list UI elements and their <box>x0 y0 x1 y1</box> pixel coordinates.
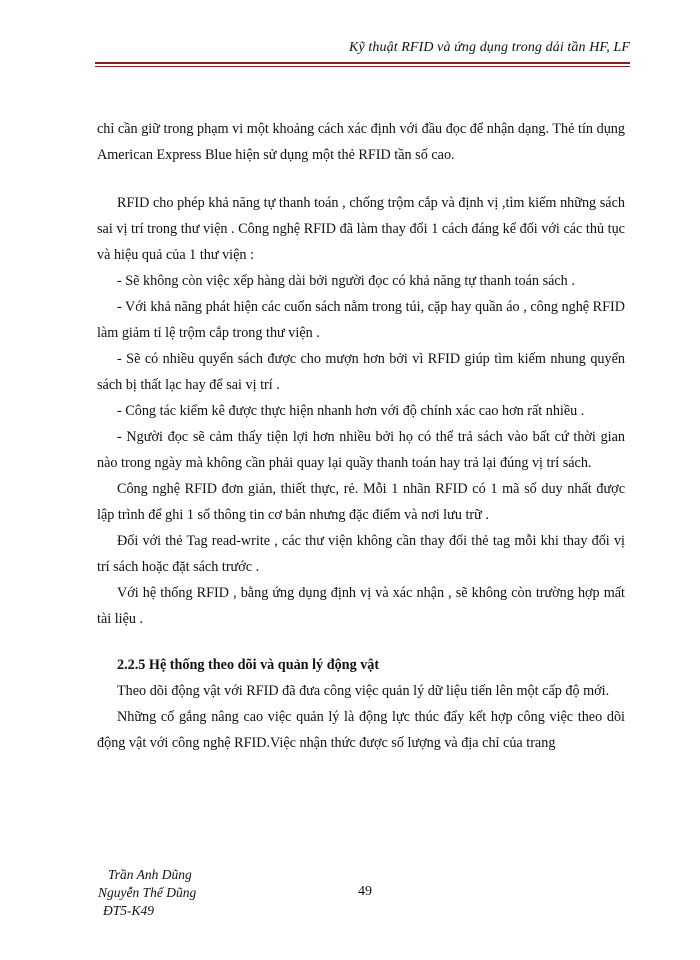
author-name: Trần Anh Dũng <box>108 867 192 882</box>
section-heading: 2.2.5 Hệ thống theo dõi và quản lý động vật <box>117 657 380 673</box>
paragraph: chỉ cần giữ trong phạm vi một khoảng cách xác định với đầu đọc để nhận dạng. Thẻ tín dụng American Express Blue hiện sử dụng một thẻ RFID tần số cao. <box>97 121 625 163</box>
header-divider <box>95 62 630 67</box>
bullet-item: - Người đọc sẽ cảm thấy tiện lợi hơn nhiều bởi họ có thể trả sách vào bất cứ thời gian nào trong ngày mà không cần phải quay lại quầy thanh toán hay trả lại đúng vị trí sách. <box>97 429 625 471</box>
page-body <box>97 116 625 756</box>
bullet-item: - Công tác kiểm kê được thực hiện nhanh hơn với độ chính xác cao hơn rất nhiều . <box>117 403 585 419</box>
paragraph: Công nghệ RFID đơn giản, thiết thực, rẻ. Mỗi 1 nhãn RFID có 1 mã số duy nhất được lập trình để ghi 1 số thông tin cơ bản nhưng đặc điểm và nơi lưu trữ . <box>97 481 625 523</box>
paragraph: Với hệ thống RFID , bằng ứng dụng định vị và xác nhận , sẽ không còn trường hợp mất tài liệu . <box>97 585 625 627</box>
paragraph: Đối với thẻ Tag read-write , các thư viện không cần thay đổi thẻ tag mỗi khi thay đổi vị trí sách hoặc đặt sách trước . <box>97 533 625 575</box>
paragraph: Theo dõi động vật với RFID đã đưa công việc quản lý dữ liệu tiến lên một cấp độ mới. <box>117 683 610 699</box>
paragraph: Những cố gắng nâng cao việc quản lý là động lực thúc đẩy kết hợp công việc theo dõi động vật với công nghệ RFID.Việc nhận thức được số lượng và địa chỉ của trang <box>97 709 625 751</box>
bullet-item: - Sẽ không còn việc xếp hàng dài bởi người đọc có khả năng tự thanh toán sách . <box>117 273 575 289</box>
footer-authors <box>98 866 197 920</box>
paragraph: RFID cho phép khả năng tự thanh toán , chống trộm cắp và định vị ,tìm kiếm những sách sai vị trí trong thư viện . Công nghệ RFID đã làm thay đổi 1 cách đáng kể đối với các thủ tục và hiệu quả của 1 thư viện : <box>97 195 625 263</box>
page-number: 49 <box>358 884 372 899</box>
class-code: ĐT5-K49 <box>103 903 155 918</box>
bullet-item: - Với khả năng phát hiện các cuốn sách nằm trong túi, cặp hay quần áo , công nghệ RFID làm giảm tỉ lệ trộm cắp trong thư viện . <box>97 299 625 341</box>
bullet-item: - Sẽ có nhiều quyển sách được cho mượn hơn bởi vì RFID giúp tìm kiếm nhung quyển sách bị thất lạc hay để sai vị trí . <box>97 351 625 393</box>
running-header: Kỹ thuật RFID và ứng dụng trong dải tần HF, LF <box>349 40 630 55</box>
author-name: Nguyễn Thế Dũng <box>98 885 197 900</box>
